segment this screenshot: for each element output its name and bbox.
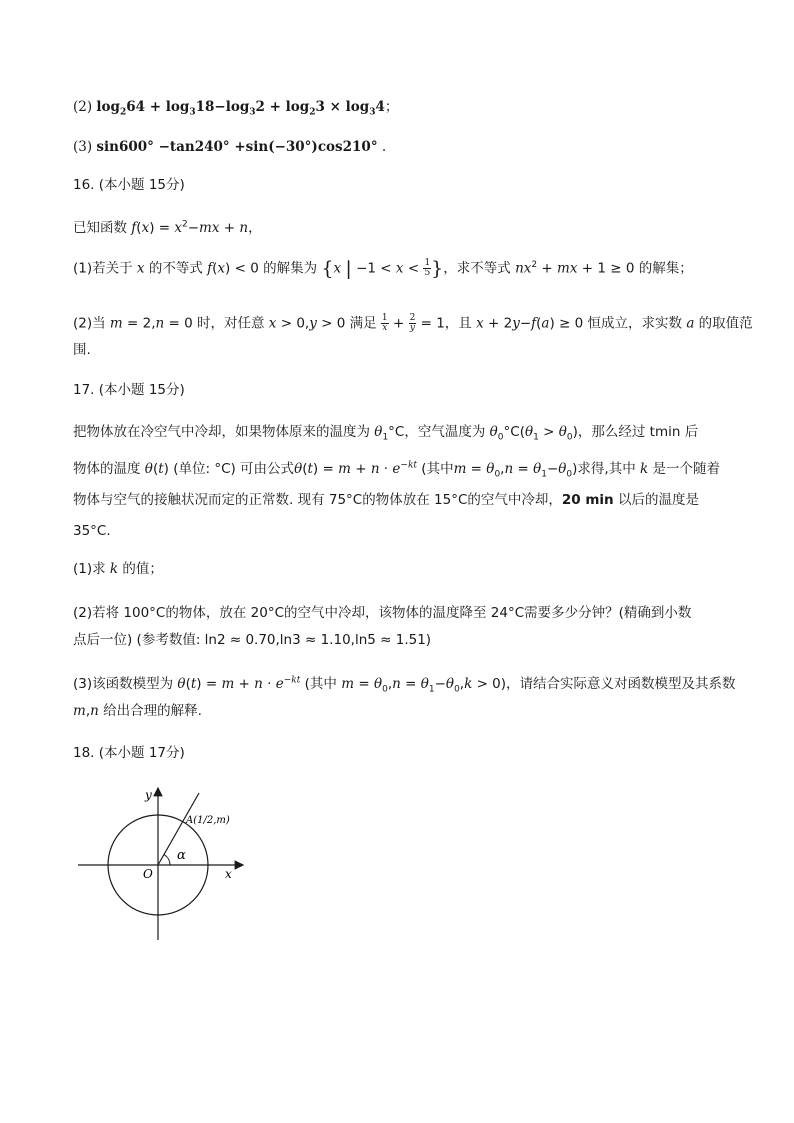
sub-question-3: (3) sin600° −tan240° +sin(−30°)cos210° . — [73, 139, 387, 155]
question-18-heading: 18. (本小题 17分) — [73, 745, 185, 761]
unit-circle-figure — [73, 785, 248, 945]
angle-label: α — [177, 848, 186, 863]
question-17-part-2-cont: 点后一位) (参考数值: ln2 ≈ 0.70,ln3 ≈ 1.10,ln5 ≈ 1.51) — [73, 632, 432, 648]
question-16-part-1: (1)若关于 x 的不等式 f(x) < 0 的解集为 {x | −1 < x < $\frac{1}{5}$ }，求不等式 $nx^2$ + mx + 1 ≥ 0 的解集； — [73, 257, 693, 280]
question-17-part-3-cont: m,n 给出合理的解释. — [73, 703, 202, 719]
question-17-part-2: (2)若将 100°C的物体，放在 20°C的空气中冷却，该物体的温度降至 24°C需要多少分钟？(精确到小数 — [73, 605, 692, 621]
angle-arc — [164, 855, 170, 865]
question-17-text-3: 物体与空气的接触状况而定的正常数. 现有 75°C的物体放在 15°C的空气中冷却，20 min 以后的温度是 — [73, 492, 699, 508]
question-16-intro: 已知函数 $f(x) = x^2-mx + n$， — [73, 219, 262, 236]
sub-question-2: (2) $\log_264 + \log_318-\log_32 + \log_23 \times \log_34$； — [73, 99, 399, 118]
question-16-heading: 16. (本小题 15分) — [73, 177, 185, 193]
question-17-text-1: 把物体放在冷空气中冷却，如果物体原来的温度为 $\theta_1^\circ C$，空气温度为 $\theta_0^\circ C(\theta_1 > \theta_0)$，那么经过 tmin 后 — [73, 424, 699, 443]
question-16-part-2: (2)当 m = 2,n = 0 时，对任意 x > 0,y > 0 满足 $\frac{1}{x}$ + $\frac{2}{y}$ = 1，且 x + 2y−f(a) ≥ 0 恒成立，求实数 a 的取值范 — [73, 313, 753, 333]
x-axis-label: x — [225, 867, 232, 881]
question-17-text-2: 物体的温度 θ(t) (单位: °C) 可由公式$\theta(t) = m + n \cdot e^{-kt}$ (其中$m = \theta_0,n = \theta_1-\theta_0$)求得,其中 k 是一个随着 — [73, 460, 720, 480]
question-17-text-4: 35°C. — [73, 523, 111, 539]
y-axis-label: y — [145, 788, 152, 802]
question-17-part-1: (1)求 k 的值； — [73, 561, 163, 577]
origin-label: O — [143, 867, 153, 881]
point-a-label: A(1/2,m) — [186, 815, 230, 826]
question-17-heading: 17. (本小题 15分) — [73, 382, 185, 398]
question-16-part-2-cont: 围. — [73, 342, 91, 358]
question-17-part-3: (3)该函数模型为 $\theta(t) = m + n \cdot e^{-kt}$ (其中 $m = \theta_0,n = \theta_1-\theta_0,k > 0$)，请结合实际意义对函数模型及其系数 — [73, 675, 736, 695]
